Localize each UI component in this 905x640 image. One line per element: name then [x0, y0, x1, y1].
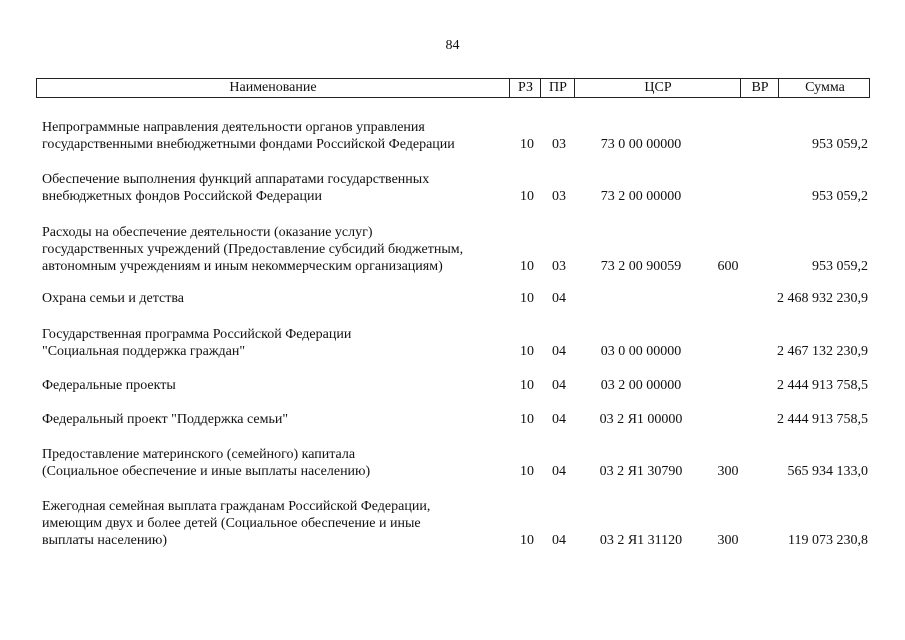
row-name — [42, 119, 512, 153]
row-name-line: Расходы на обеспечение деятельности (оказание услуг) — [42, 225, 373, 240]
row-rz: 10 — [520, 464, 534, 479]
row-vr: 600 — [717, 259, 739, 274]
row-sum: 2 444 913 758,5 — [777, 378, 868, 393]
row-rz: 10 — [520, 378, 534, 393]
row-name — [42, 377, 512, 394]
row-pr: 04 — [552, 378, 566, 393]
row-name — [42, 171, 512, 205]
header-pr: ПР — [540, 79, 575, 97]
row-csr: 03 0 00 00000 — [600, 344, 682, 359]
row-rz: 10 — [520, 412, 534, 427]
row-name-line: "Социальная поддержка граждан" — [42, 344, 246, 359]
row-pr: 03 — [552, 189, 566, 204]
row-name-line: Предоставление материнского (семейного) капитала — [42, 447, 356, 462]
row-name-line: автономным учреждениям и иным некоммерческим организациям) — [42, 259, 443, 274]
row-name — [42, 290, 512, 307]
row-sum: 953 059,2 — [812, 259, 868, 274]
row-csr: 73 2 00 90059 — [600, 259, 682, 274]
row-pr: 04 — [552, 464, 566, 479]
row-pr: 04 — [552, 412, 566, 427]
row-name — [42, 411, 512, 428]
row-pr: 03 — [552, 259, 566, 274]
row-csr: 73 2 00 00000 — [600, 189, 682, 204]
row-sum: 2 468 932 230,9 — [777, 291, 868, 306]
page-number: 84 — [445, 38, 460, 53]
row-pr: 03 — [552, 137, 566, 152]
row-csr: 03 2 00 00000 — [600, 378, 682, 393]
row-csr: 03 2 Я1 00000 — [599, 412, 683, 427]
row-name-line: Охрана семьи и детства — [42, 291, 184, 306]
row-pr: 04 — [552, 344, 566, 359]
row-name-line: Федеральный проект "Поддержка семьи" — [42, 412, 289, 427]
row-name — [42, 224, 512, 275]
row-csr: 03 2 Я1 31120 — [599, 533, 683, 548]
row-sum: 953 059,2 — [812, 189, 868, 204]
header-vr: ВР — [740, 79, 779, 97]
row-name-line: выплаты населению) — [42, 533, 167, 548]
row-name-line: государственными внебюджетными фондами Российской Федерации — [42, 137, 455, 152]
row-rz: 10 — [520, 533, 534, 548]
row-csr: 73 0 00 00000 — [600, 137, 682, 152]
row-sum: 2 444 913 758,5 — [777, 412, 868, 427]
row-pr: 04 — [552, 291, 566, 306]
row-rz: 10 — [520, 137, 534, 152]
row-name — [42, 498, 512, 549]
row-sum: 119 073 230,8 — [788, 533, 868, 548]
row-name-line: Непрограммные направления деятельности органов управления — [42, 120, 425, 135]
row-sum: 565 934 133,0 — [787, 464, 868, 479]
row-name — [42, 326, 512, 360]
row-name-line: Обеспечение выполнения функций аппаратами государственных — [42, 172, 430, 187]
row-csr: 03 2 Я1 30790 — [599, 464, 683, 479]
row-sum: 2 467 132 230,9 — [777, 344, 868, 359]
row-name-line: (Социальное обеспечение и иные выплаты населению) — [42, 464, 371, 479]
header-rz: РЗ — [509, 79, 541, 97]
row-name — [42, 446, 512, 480]
header-sum: Сумма — [778, 79, 871, 97]
row-rz: 10 — [520, 189, 534, 204]
table-header — [36, 78, 870, 98]
row-rz: 10 — [520, 259, 534, 274]
header-csr: ЦСР — [574, 79, 741, 97]
row-sum: 953 059,2 — [812, 137, 868, 152]
row-name-line: государственных учреждений (Предоставление субсидий бюджетным, — [42, 242, 464, 257]
row-name-line: имеющим двух и более детей (Социальное обеспечение и иные — [42, 516, 421, 531]
row-name-line: Ежегодная семейная выплата гражданам Российской Федерации, — [42, 499, 431, 514]
row-rz: 10 — [520, 291, 534, 306]
row-name-line: Федеральные проекты — [42, 378, 176, 393]
row-vr: 300 — [717, 464, 739, 479]
row-vr: 300 — [717, 533, 739, 548]
row-name-line: Государственная программа Российской Федерации — [42, 327, 352, 342]
header-name: Наименование — [229, 80, 317, 95]
row-rz: 10 — [520, 344, 534, 359]
row-name-line: внебюджетных фондов Российской Федерации — [42, 189, 322, 204]
row-pr: 04 — [552, 533, 566, 548]
